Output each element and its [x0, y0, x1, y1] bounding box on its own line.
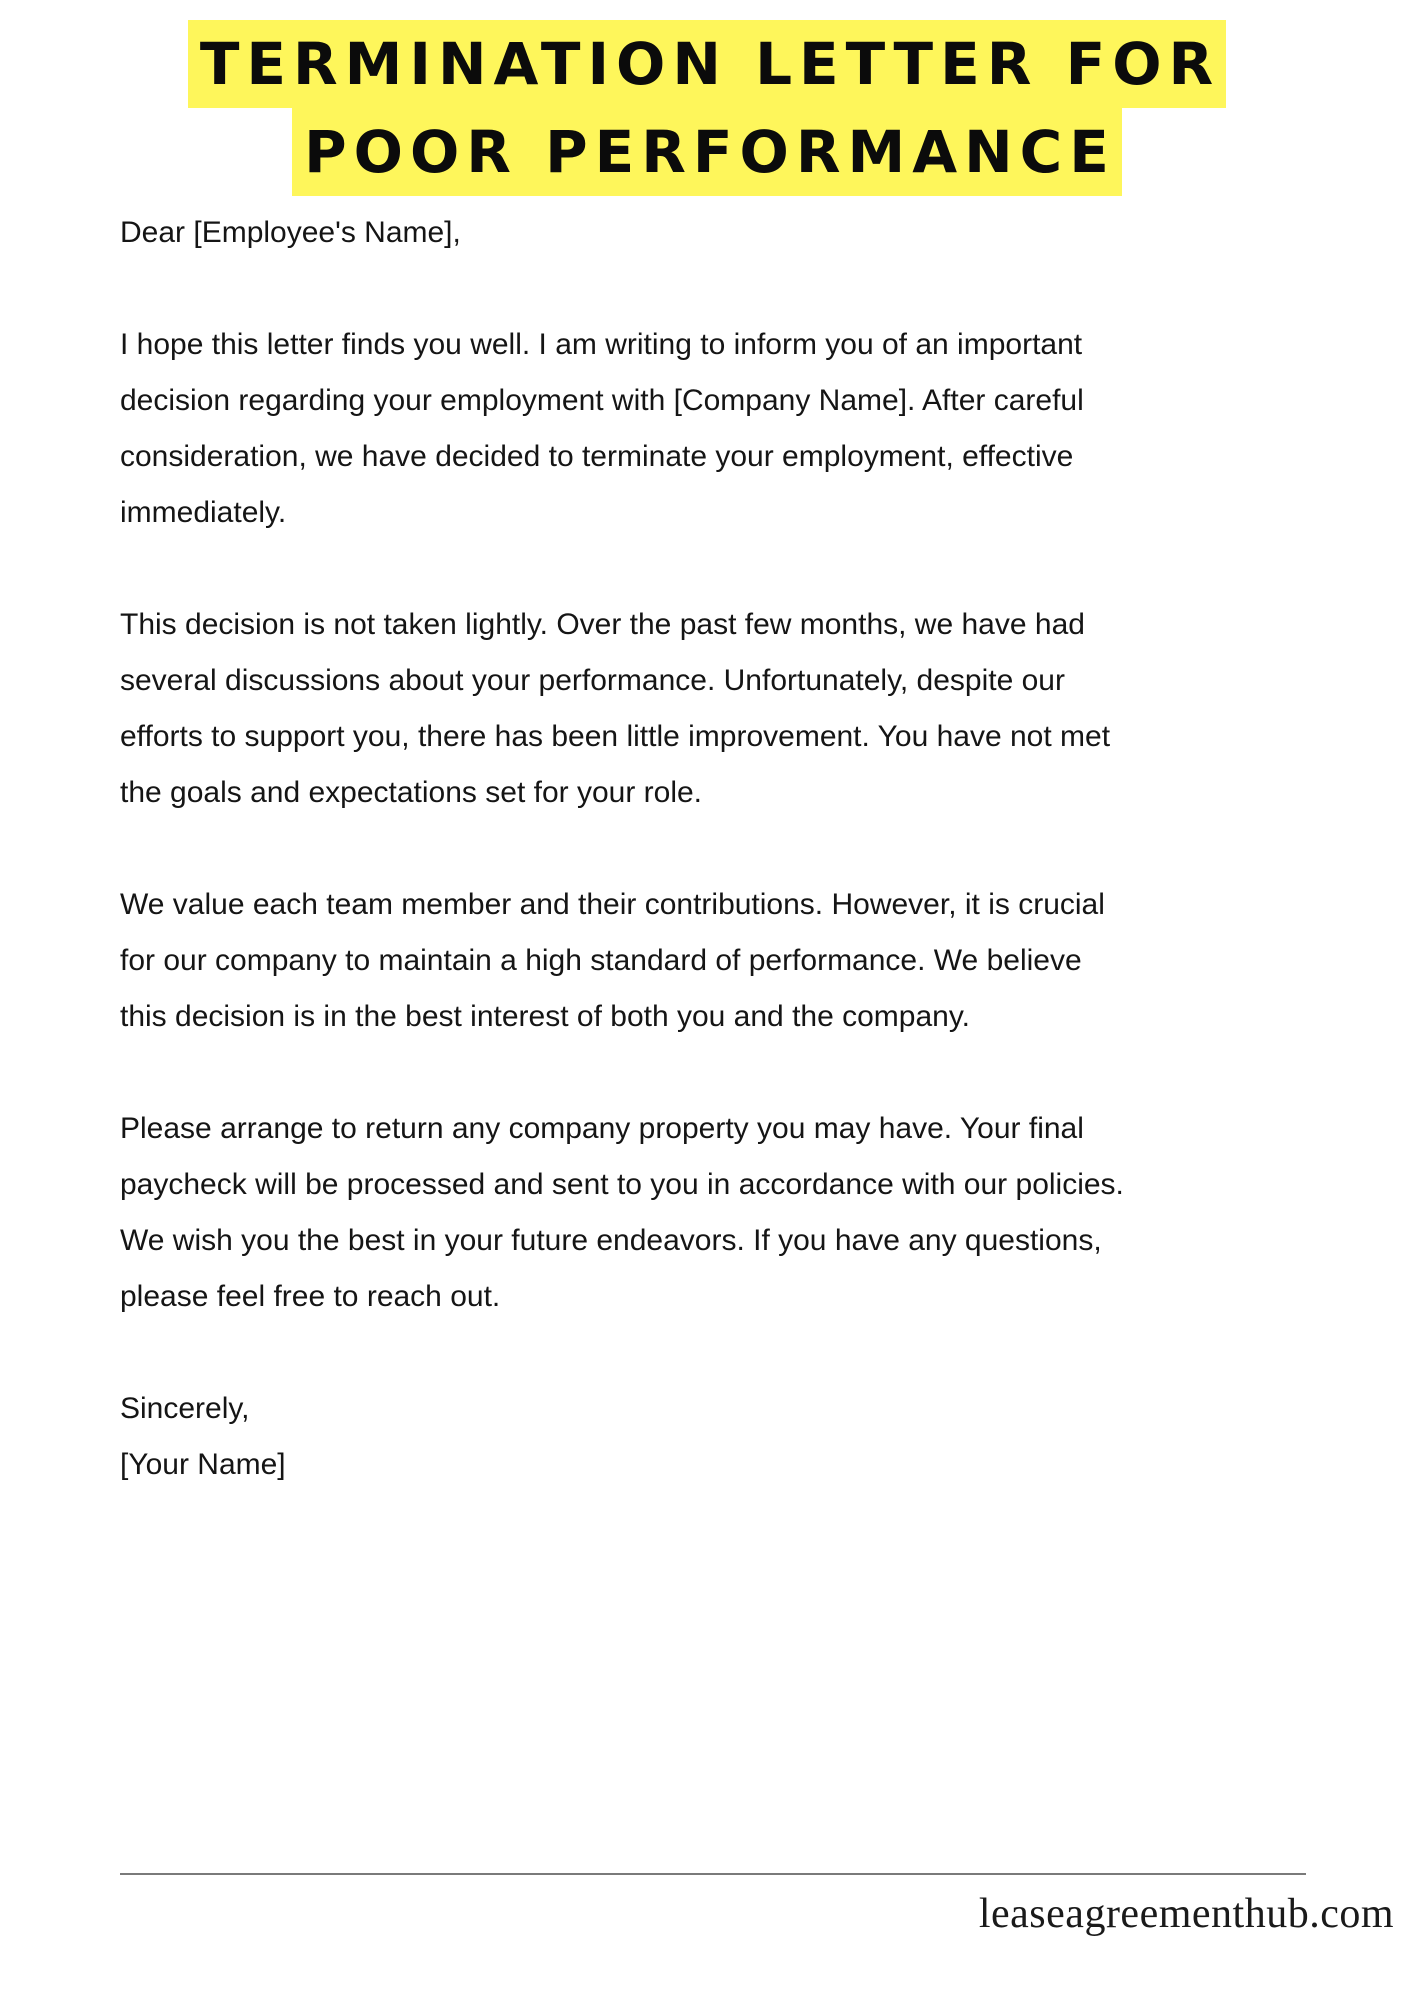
paragraph-line: We value each team member and their contributions. However, it is crucial	[120, 888, 1105, 921]
paragraph-line: I hope this letter finds you well. I am writing to inform you of an important	[120, 328, 1083, 361]
signature-placeholder: [Your Name]	[120, 1448, 286, 1481]
paragraph-3	[120, 877, 1320, 1045]
title-line-1: TERMINATION LETTER FOR	[188, 20, 1226, 108]
title-line-2: POOR PERFORMANCE	[292, 108, 1122, 196]
paragraph-line: this decision is in the best interest of both you and the company.	[120, 1000, 970, 1033]
document-title	[0, 20, 1414, 196]
paragraph-line: This decision is not taken lightly. Over the past few months, we have had	[120, 608, 1085, 641]
paragraph-line: several discussions about your performance. Unfortunately, despite our	[120, 664, 1065, 697]
letter-body	[120, 205, 1320, 1493]
salutation-text: Dear [Employee's Name],	[120, 216, 461, 249]
paragraph-4	[120, 1101, 1320, 1325]
paragraph-line: for our company to maintain a high standard of performance. We believe	[120, 944, 1082, 977]
paragraph-2	[120, 597, 1320, 821]
paragraph-1	[120, 317, 1320, 541]
paragraph-line: please feel free to reach out.	[120, 1280, 501, 1313]
closing: Sincerely,	[120, 1392, 250, 1425]
paragraph-line: immediately.	[120, 496, 287, 529]
salutation	[120, 205, 1320, 261]
footer-divider	[120, 1873, 1306, 1875]
paragraph-line: decision regarding your employment with [Company Name]. After careful	[120, 384, 1084, 417]
paragraph-line: consideration, we have decided to terminate your employment, effective	[120, 440, 1074, 473]
paragraph-line: We wish you the best in your future endeavors. If you have any questions,	[120, 1224, 1102, 1257]
paragraph-line: the goals and expectations set for your role.	[120, 776, 703, 809]
paragraph-line: paycheck will be processed and sent to you in accordance with our policies.	[120, 1168, 1124, 1201]
paragraph-line: efforts to support you, there has been little improvement. You have not met	[120, 720, 1111, 753]
footer-website: leaseagreementhub.com	[978, 1891, 1394, 1937]
paragraph-line: Please arrange to return any company property you may have. Your final	[120, 1112, 1084, 1145]
signoff	[120, 1381, 1320, 1493]
